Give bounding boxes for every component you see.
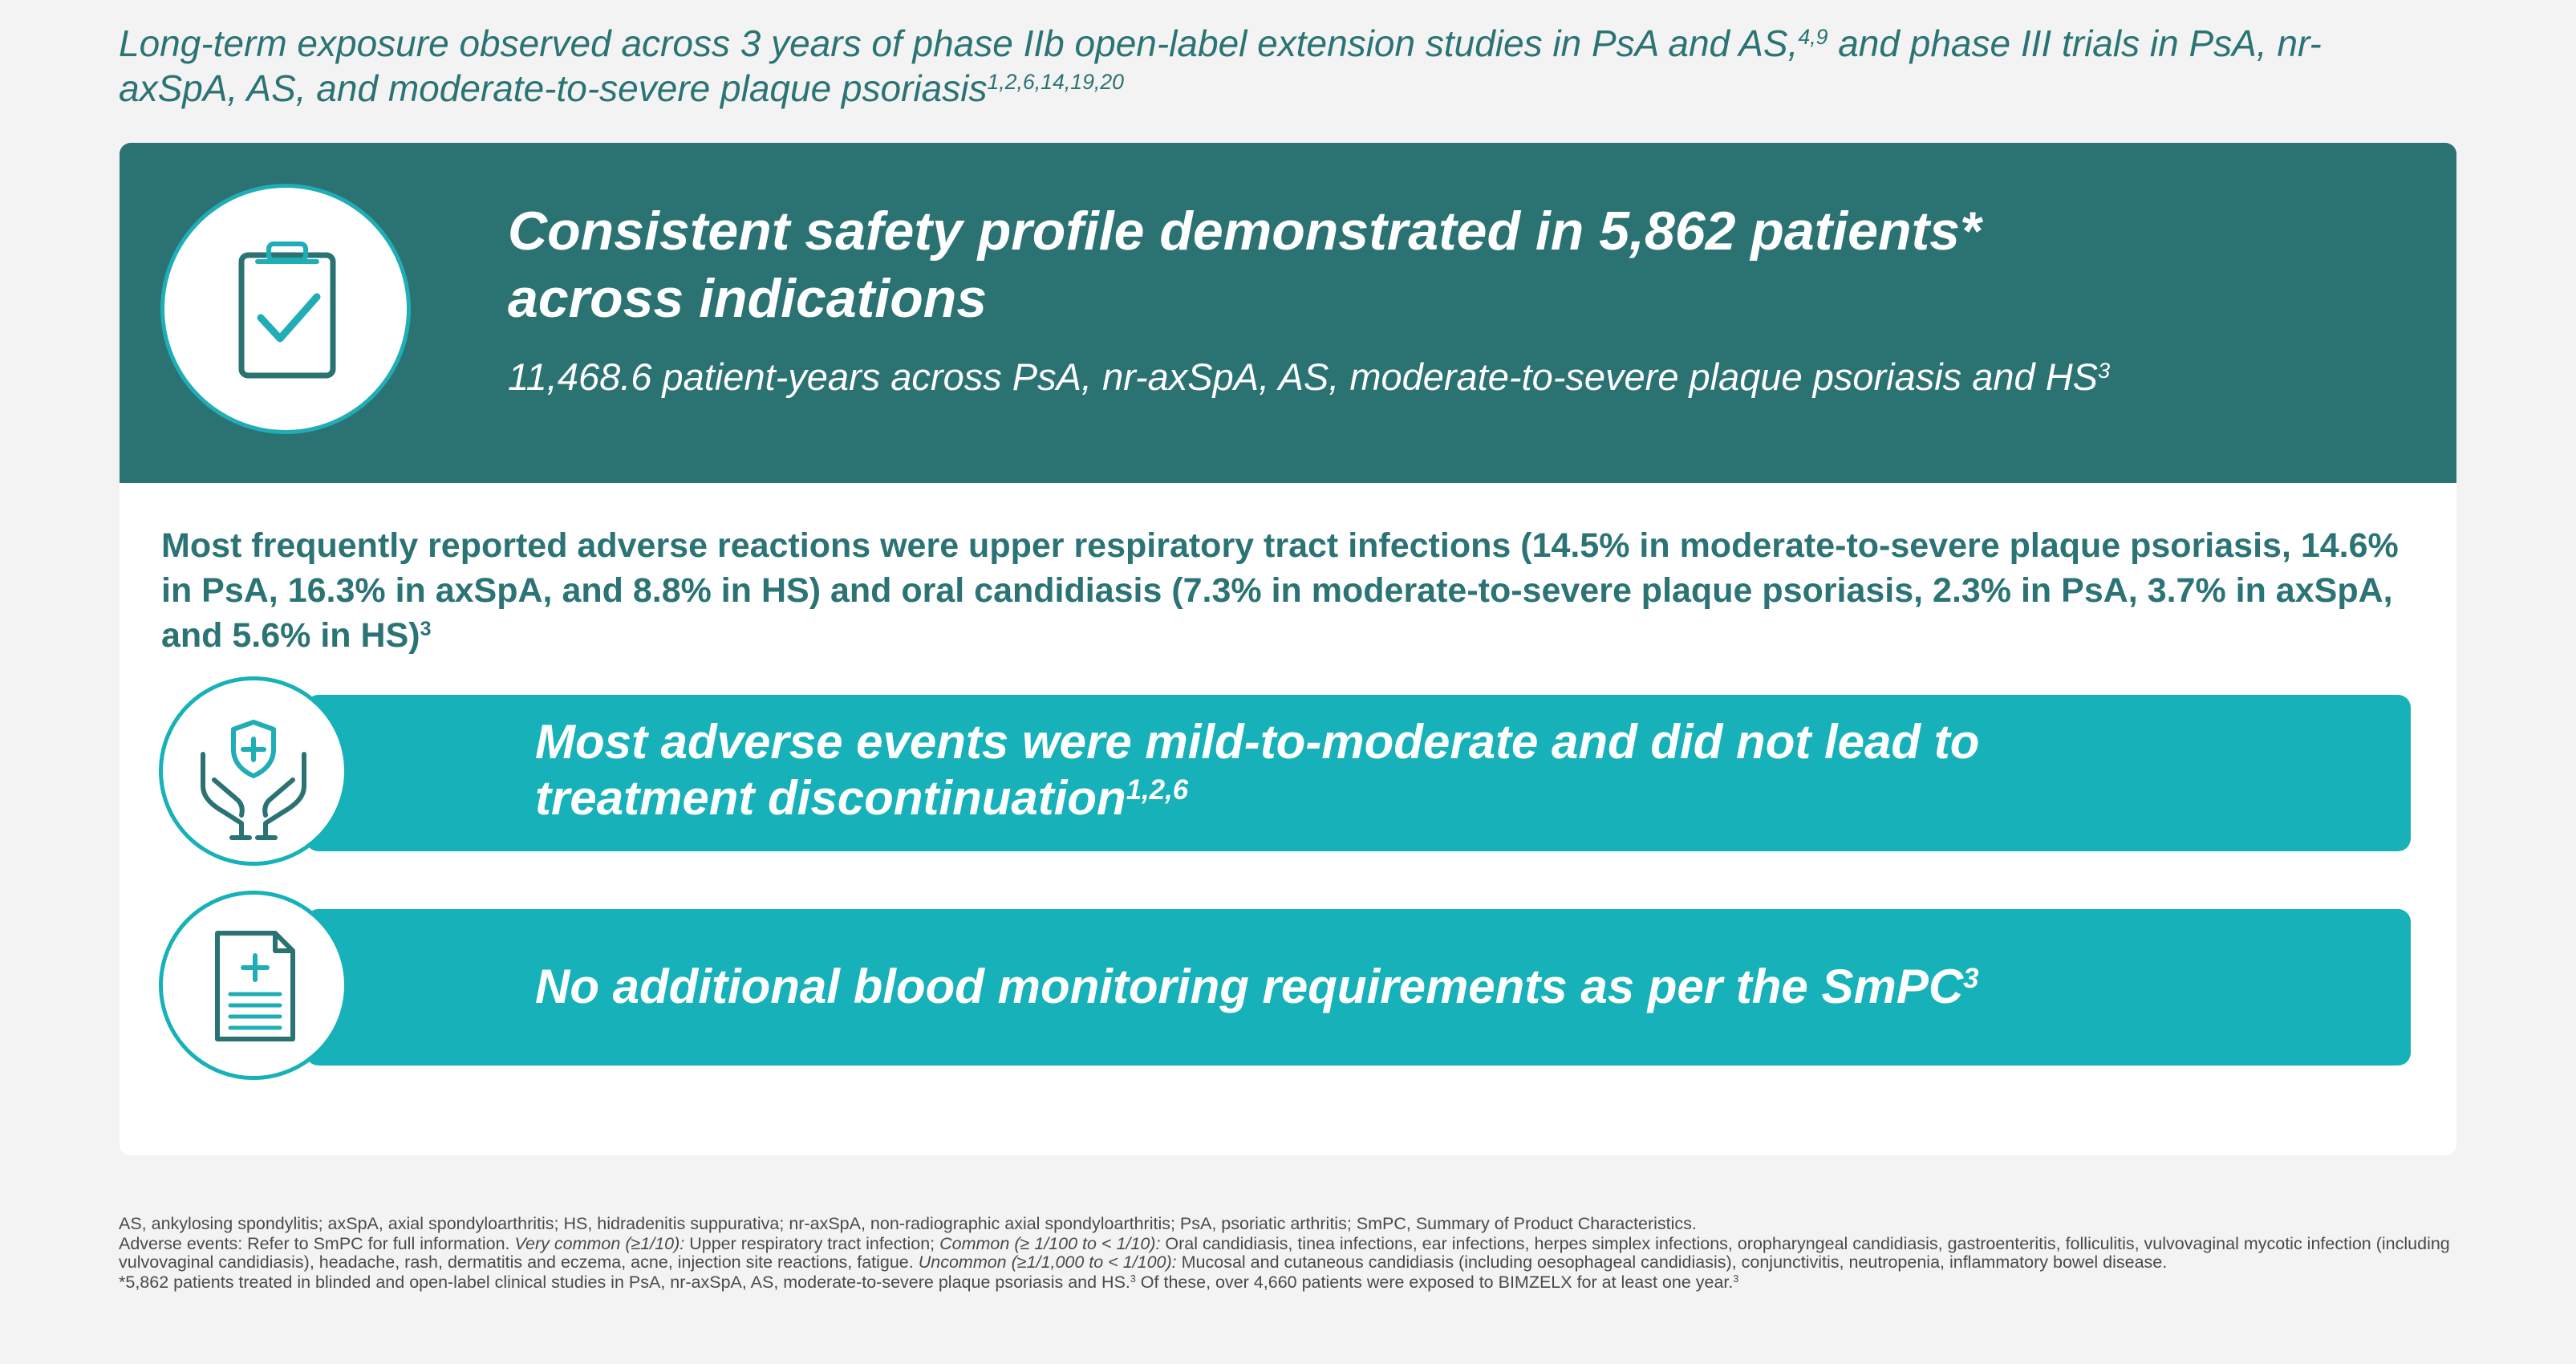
footnote-ae-intro: Adverse events: Refer to SmPC for full information. (119, 1234, 515, 1253)
footnote-patients-a: *5,862 patients treated in blinded and open-label clinical studies in PsA, nr-axSpA, AS, moderate-to-severe plaque psoriasis and HS. (119, 1273, 1130, 1292)
card-header (120, 143, 2456, 483)
footnote-abbreviations: AS, ankylosing spondylitis; axSpA, axial spondyloarthritis; HS, hidradenitis suppurativa; nr-axSpA, non-radiographic axial spondyloarthritis; PsA, psoriatic arthritis; SmPC, Summary of Product Characteristics. (119, 1214, 1697, 1233)
banner-mild-moderate-text (535, 714, 2380, 826)
medical-document-icon (163, 895, 344, 1076)
intro-ref2: 1,2,6,14,19,20 (987, 70, 1124, 95)
adverse-reactions-text (161, 523, 2408, 658)
intro-ref1: 4,9 (1798, 25, 1828, 50)
banner-mild-moderate-ref: 1,2,6 (1126, 773, 1189, 806)
banner-mild-moderate-line1: Most adverse events were mild-to-moderate and did not lead to (535, 715, 1980, 769)
footnote-uncommon-label: Uncommon (≥1/1,000 to < 1/100): (918, 1252, 1177, 1272)
card-title-line1: Consistent safety profile demonstrated in 5,862 patients* (508, 201, 1982, 262)
footnote-very-common-label: Very common (≥1/10): (514, 1234, 685, 1253)
safety-card (120, 143, 2456, 1155)
clipboard-check-icon (164, 188, 407, 430)
banner-mild-moderate-line2: treatment discontinuation (535, 771, 1126, 825)
banner-blood-monitoring (306, 909, 2411, 1066)
footnote-patients-ref-a: 3 (1130, 1273, 1136, 1285)
footnotes (119, 1215, 2461, 1292)
card-subtitle-text: 11,468.6 patient-years across PsA, nr-axSpA, AS, moderate-to-severe plaque psoriasis and HS (508, 355, 2098, 398)
adverse-reactions-body: Most frequently reported adverse reactions were upper respiratory tract infections (14.5% in moderate-to-severe plaque psoriasis, 14.6% in PsA, 16.3% in axSpA, and 8.8% in HS) and oral candidiasis (7.3% in moderate-to-severe plaque psoriasis, 2.3% in PsA, 3.7% in axSpA, and 5.6% in HS) (161, 526, 2399, 655)
footnote-very-common-text: Upper respiratory tract infection; (684, 1234, 940, 1253)
banner-mild-moderate (306, 695, 2411, 851)
adverse-reactions-ref: 3 (420, 618, 432, 641)
card-title (508, 197, 2353, 332)
footnote-patients-ref-b: 3 (1733, 1273, 1739, 1285)
footnote-common-label: Common (≥ 1/100 to < 1/10): (939, 1234, 1161, 1253)
banner-blood-monitoring-line1: No additional blood monitoring requirements as per the SmPC (535, 960, 1964, 1013)
card-subtitle (508, 353, 2433, 401)
footnote-adverse-events (119, 1235, 2461, 1272)
footnote-patients-b: Of these, over 4,660 patients were exposed to BIMZELX for at least one year. (1135, 1273, 1734, 1292)
footnote-patients (119, 1273, 2461, 1292)
intro-line1: Long-term exposure observed across 3 years of phase IIb open-label extension studies in PsA and AS, (119, 22, 1799, 64)
banner-blood-monitoring-ref: 3 (1963, 962, 1979, 994)
hands-shield-icon (163, 680, 344, 862)
footnote-uncommon-text: Mucosal and cutaneous candidiasis (including oesophageal candidiasis), conjunctivitis, neutropenia, inflammatory bowel disease. (1176, 1252, 2168, 1272)
card-subtitle-ref: 3 (2098, 358, 2111, 384)
footnote-common-text: Oral candidiasis, tinea infections, ear infections, herpes simplex infections, oropharyngeal candidiasis, gastroenteritis, folliculitis, vulvovaginal mycotic infection (including vulvovaginal candidiasis), headache, rash, dermatitis and eczema, acne, injection site reactions, fatigue. (119, 1234, 2450, 1272)
card-title-line2: across indications (508, 268, 988, 329)
intro-line1b: and phase III trials in PsA, nr-axSpA, AS, and moderate-to-severe plaque psoriasis (119, 22, 2322, 109)
intro-text (119, 21, 2429, 111)
banner-blood-monitoring-text (535, 959, 2380, 1015)
